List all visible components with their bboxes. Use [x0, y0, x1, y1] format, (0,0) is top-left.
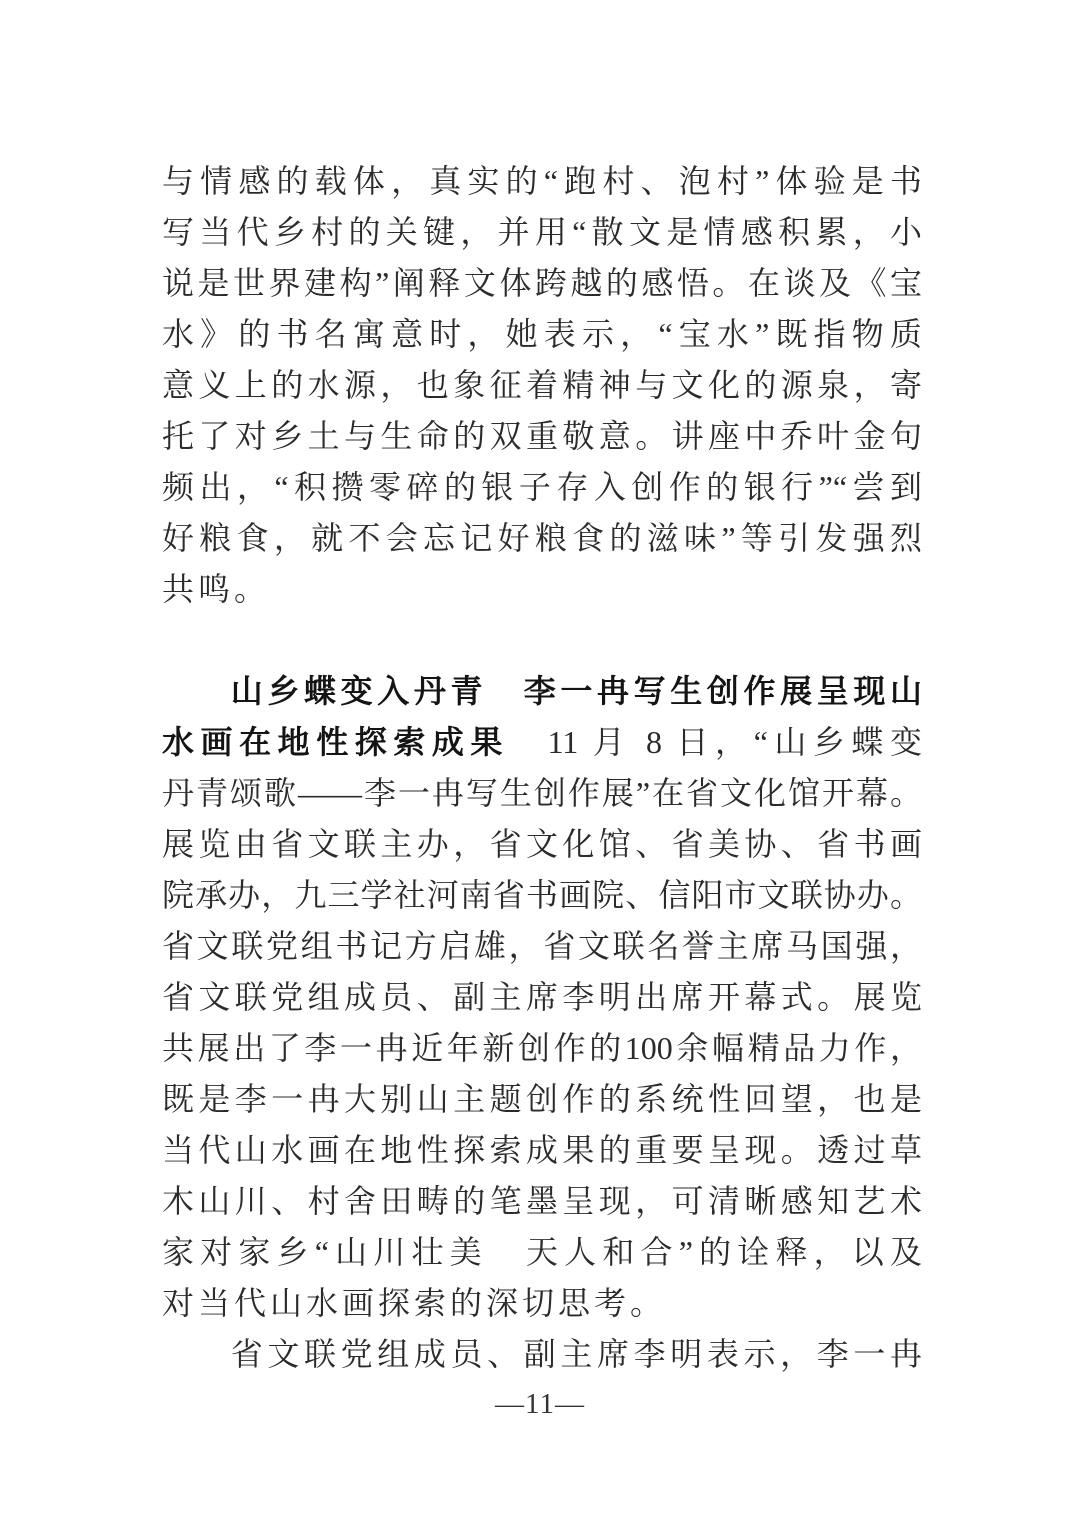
text-segment: 省文联党组书记方启雄，省文联名誉主席马国强，: [162, 928, 922, 964]
text-line: [162, 972, 922, 1023]
text-segment: 省文联党组成员、副主席李明出席开幕式。展览: [162, 979, 922, 1015]
text-line: [162, 564, 922, 615]
text-segment: 水》的书名寓意时，她表示，“宝水”既指物质: [162, 316, 922, 352]
text-line: [162, 1074, 922, 1125]
text-line: [162, 768, 922, 819]
text-segment: 好粮食，就不会忘记好粮食的滋味”等引发强烈: [162, 520, 922, 556]
text-line: [162, 1278, 922, 1329]
text-segment: 说是世界建构”阐释文体跨越的感悟。在谈及《宝: [162, 265, 922, 301]
text-line: [162, 1023, 922, 1074]
text-segment: 共展出了李一冉近年新创作的100余幅精品力作，: [162, 1030, 922, 1066]
text-line: [162, 921, 922, 972]
text-line: [162, 309, 922, 360]
text-line: [162, 1176, 922, 1227]
text-segment: 对当代山水画探索的深切思考。: [162, 1285, 667, 1321]
text-segment: 木山川、村舍田畴的笔墨呈现，可清晰感知艺术: [162, 1183, 922, 1219]
heading-segment: 水画在地性探索成果: [162, 724, 509, 760]
text-line: [162, 666, 922, 717]
text-line: [162, 1125, 922, 1176]
text-segment: 当代山水画在地性探索成果的重要呈现。透过草: [162, 1132, 922, 1168]
text-line: [162, 360, 922, 411]
text-segment: 既是李一冉大别山主题创作的系统性回望，也是: [162, 1081, 922, 1117]
text-line: [162, 819, 922, 870]
text-line: [162, 870, 922, 921]
text-segment: 展览由省文联主办，省文化馆、省美协、省书画: [162, 826, 922, 862]
text-line: [162, 411, 922, 462]
text-segment: 托了对乡土与生命的双重敬意。讲座中乔叶金句: [162, 418, 922, 454]
text-segment: 共鸣。: [162, 571, 271, 607]
text-line: [162, 207, 922, 258]
text-segment: 家对家乡“山川壮美 天人和合”的诠释，以及: [162, 1234, 922, 1270]
text-segment: 省文联党组成员、副主席李明表示，李一冉: [230, 1336, 922, 1372]
blank-line: [162, 615, 922, 666]
text-segment: 意义上的水源，也象征着精神与文化的源泉，寄: [162, 367, 922, 403]
text-line: [162, 717, 922, 768]
heading-segment: 山乡蝶变入丹青 李一冉写生创作展呈现山: [230, 673, 922, 709]
text-line: [162, 462, 922, 513]
text-line: [162, 156, 922, 207]
text-line: [162, 258, 922, 309]
text-line: [162, 513, 922, 564]
text-segment: 11 月 8 日，“山乡蝶变: [508, 724, 922, 760]
text-segment: 与情感的载体，真实的“跑村、泡村”体验是书: [162, 163, 922, 199]
text-line: [162, 1329, 922, 1380]
text-segment: 频出，“积攒零碎的银子存入创作的银行”“尝到: [162, 469, 922, 505]
page-number: —11—: [495, 1388, 585, 1420]
text-block: [162, 156, 922, 1380]
text-segment: 写当代乡村的关键，并用“散文是情感积累，小: [162, 214, 922, 250]
text-line: [162, 1227, 922, 1278]
text-segment: 丹青颂歌——李一冉写生创作展”在省文化馆开幕。: [162, 775, 922, 811]
text-segment: 院承办，九三学社河南省书画院、信阳市文联协办。: [162, 877, 922, 913]
